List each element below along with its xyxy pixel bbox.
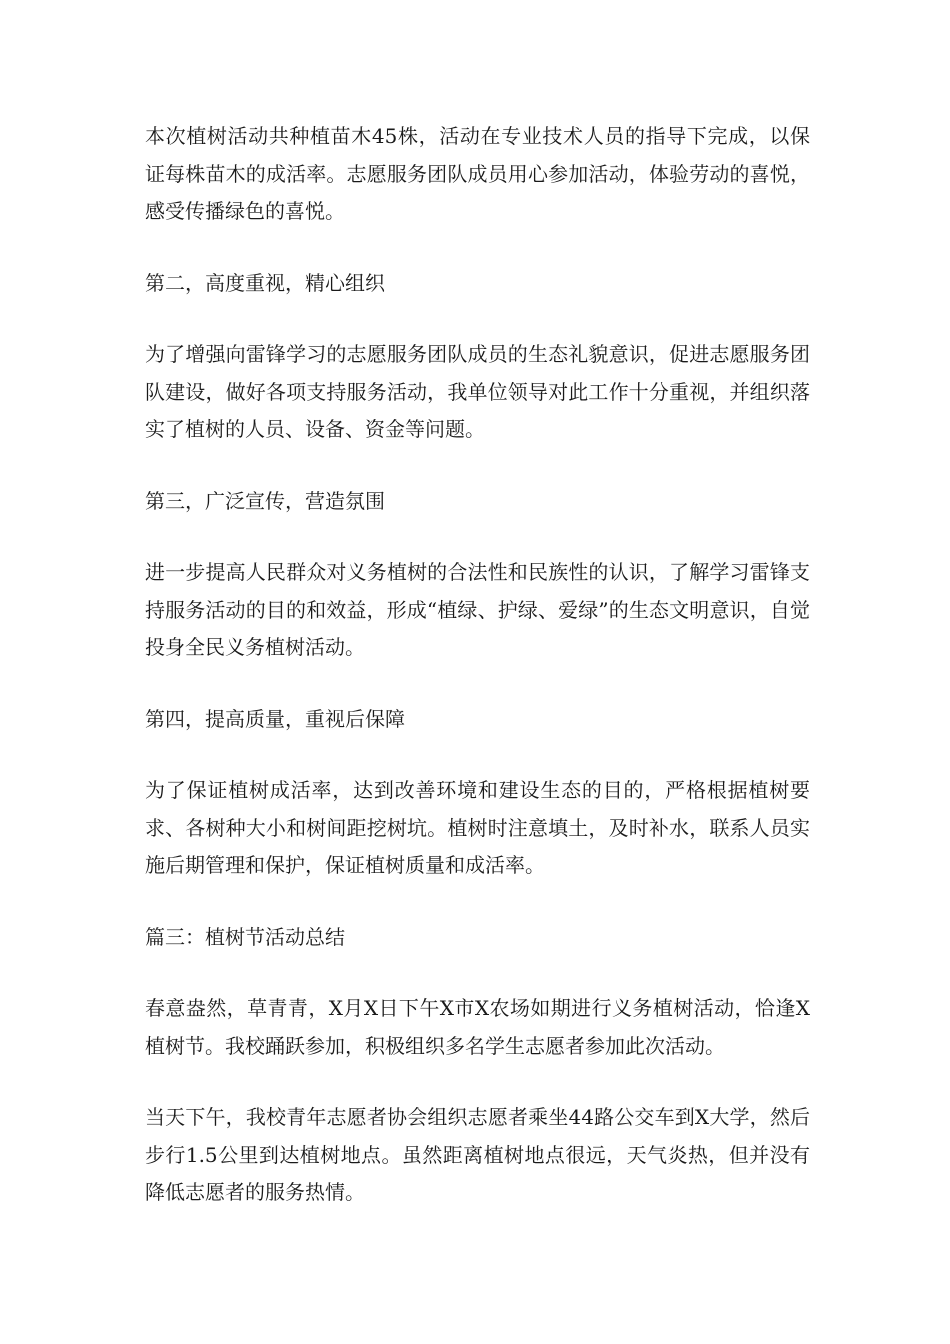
paragraph-publicity: 进一步提高人民群众对义务植树的合法性和民族性的认识，了解学习雷锋支持服务活动的目的和效益，形成“植绿、护绿、爱绿”的生态文明意识，自觉投身全民义务植树活动。 <box>145 560 810 659</box>
document-body <box>145 118 810 1246</box>
section-heading-third: 第三，广泛宣传，营造氛围 <box>145 488 385 513</box>
paragraph-spring-activity: 春意盎然，草青青，X月X日下午X市X农场如期进行义务植树活动，恰逢X植树节。我校踊跃参加，积极组织多名学生志愿者参加此次活动。 <box>145 996 810 1058</box>
article-heading-part-three: 篇三：植树节活动总结 <box>145 924 345 949</box>
paragraph-planting-summary: 本次植树活动共种植苗木45株，活动在专业技术人员的指导下完成，以保证每株苗木的成活率。志愿服务团队成员用心参加活动，体验劳动的喜悦，感受传播绿色的喜悦。 <box>145 124 810 223</box>
paragraph-quality: 为了保证植树成活率，达到改善环境和建设生态的目的，严格根据植树要求、各树种大小和树间距挖树坑。植树时注意填土，及时补水，联系人员实施后期管理和保护，保证植树质量和成活率。 <box>145 778 810 877</box>
paragraph-organization: 为了增强向雷锋学习的志愿服务团队成员的生态礼貌意识，促进志愿服务团队建设，做好各项支持服务活动，我单位领导对此工作十分重视，并组织落实了植树的人员、设备、资金等问题。 <box>145 342 810 441</box>
section-heading-second: 第二，高度重视，精心组织 <box>145 270 385 295</box>
paragraph-volunteer-trip: 当天下午，我校青年志愿者协会组织志愿者乘坐44路公交车到X大学，然后步行1.5公里到达植树地点。虽然距离植树地点很远，天气炎热，但并没有降低志愿者的服务热情。 <box>145 1105 810 1204</box>
section-heading-fourth: 第四，提高质量，重视后保障 <box>145 706 405 731</box>
